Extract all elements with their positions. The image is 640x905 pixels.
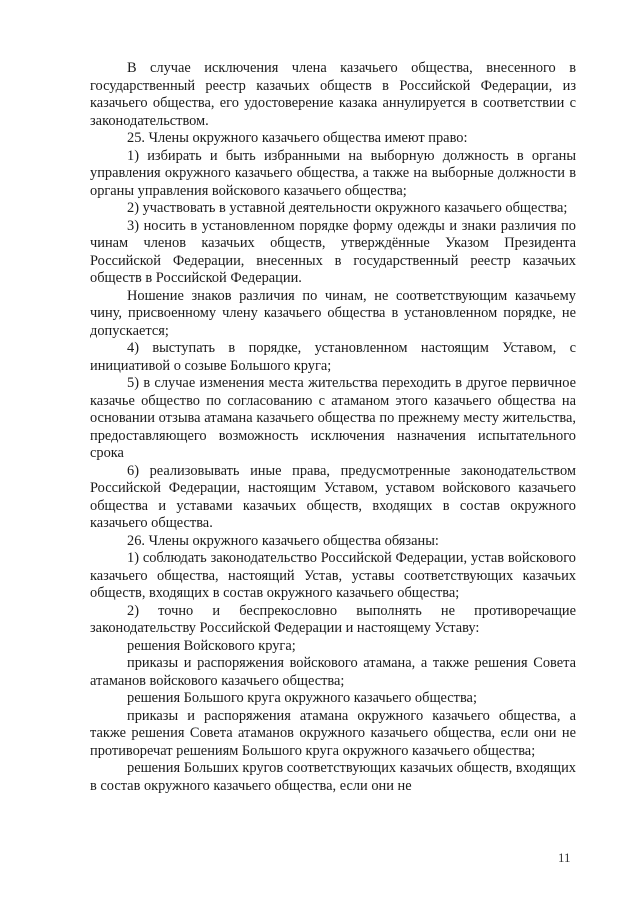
paragraph: 3) носить в установленном порядке форму одежды и знаки различия по чинам членов казачьих обществ, утверждённые Указом Президента Российской Федерации, внесенных в государственный реестр казачьих обществ в Российской Федерации. — [90, 217, 576, 286]
page-number: 11 — [558, 850, 571, 865]
paragraph: решения Больших кругов соответствующих казачьих обществ, входящих в состав окружного казачьего общества, если они не — [90, 760, 576, 794]
paragraph: Ношение знаков различия по чинам, не соответствующим казачьему чину, присвоенному члену казачьего общества в установленном порядке, не допускается; — [90, 287, 576, 339]
paragraph: 2) точно и беспрекословно выполнять не противоречащие законодательству Российской Федерации и настоящему Уставу: — [90, 602, 576, 636]
paragraph: решения Большого круга окружного казачьего общества; — [127, 690, 477, 706]
paragraph: 4) выступать в порядке, установленном настоящим Уставом, с инициативой о созыве Большого круга; — [90, 340, 576, 374]
paragraph: 5) в случае изменения места жительства переходить в другое первичное казачье общество по согласованию с атаманом этого казачьего общества на основании отзыва атамана казачьего общества по прежнему месту жительства, предоставляющего возможность исключения назначения испытательного срока — [90, 375, 576, 461]
paragraph: 1) соблюдать законодательство Российской Федерации, устав войскового казачьего общества, настоящий Устав, уставы соответствующих казачьих обществ, входящих в состав окружного казачьего общества; — [90, 550, 576, 601]
document-body — [90, 60, 576, 795]
paragraph: 26. Члены окружного казачьего общества обязаны: — [127, 532, 439, 549]
paragraph: решения Войскового круга; — [127, 637, 296, 654]
paragraph: 1) избирать и быть избранными на выборную должность в органы управления окружного казачьего общества, а также на выборные должности в органы управления войскового казачьего общества; — [90, 147, 576, 199]
paragraph: В случае исключения члена казачьего общества, внесенного в государственный реестр казачьих обществ в Российской Федерации, из казачьего общества, его удостоверение казака аннулируется в соответствии с законодательством. — [90, 60, 576, 129]
paragraph: 6) реализовывать иные права, предусмотренные законодательством Российской Федерации, настоящим Уставом, уставом войскового казачьего общества и уставами казачьих обществ, входящих в состав окружного казачьего общества. — [90, 462, 576, 531]
paragraph: приказы и распоряжения атамана окружного казачьего общества, а также решения Совета атаманов окружного казачьего общества, если они не противоречат решениям Большого круга окружного казачьего общества; — [90, 707, 576, 759]
paragraph: 25. Члены окружного казачьего общества имеют право: — [127, 130, 468, 146]
paragraph: приказы и распоряжения войскового атамана, а также решения Совета атаманов войскового казачьего общества; — [90, 655, 576, 689]
paragraph: 2) участвовать в уставной деятельности окружного казачьего общества; — [127, 200, 568, 216]
